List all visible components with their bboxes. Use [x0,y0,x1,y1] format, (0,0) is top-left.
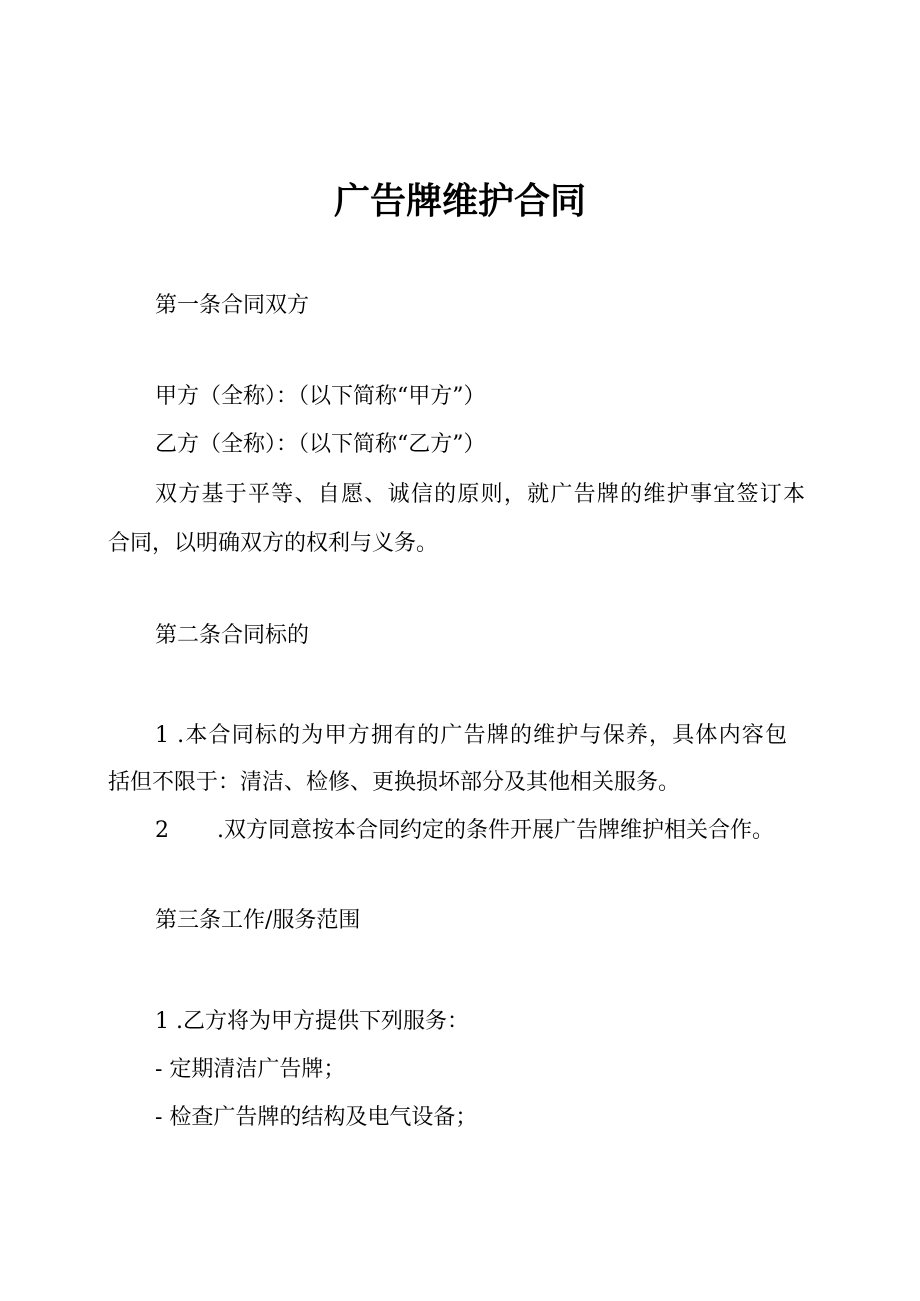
section-2-item-1-line-1: 1 .本合同标的为甲方拥有的广告牌的维护与保养，具体内容包 [155,723,787,748]
section-2-item-2-number: 2 [155,818,169,843]
section-3-heading: 第三条工作/服务范围 [155,908,361,933]
section-2-heading: 第二条合同标的 [155,623,310,648]
section-3-bullet-1: - 定期清洁广告牌； [155,1057,346,1082]
section-1-heading: 第一条合同双方 [155,293,310,318]
section-1-intro-line-2: 合同，以明确双方的权利与义务。 [108,531,439,556]
section-2-item-2-text: .双方同意按本合同约定的条件开展广告牌维护相关合作。 [217,818,774,843]
section-1-intro-line-1: 双方基于平等、自愿、诚信的原则，就广告牌的维护事宜签订本 [155,482,805,507]
section-2-item-2 [155,815,774,847]
section-2-item-1-line-2: 括但不限于：清洁、检修、更换损坏部分及其他相关服务。 [108,770,681,795]
section-3-bullet-2: - 检查广告牌的结构及电气设备； [155,1105,478,1130]
section-3-item-1: 1 .乙方将为甲方提供下列服务： [155,1009,469,1034]
party-a-line: 甲方（全称）：（以下简称“甲方”） [155,384,486,409]
party-b-line: 乙方（全称）：（以下简称“乙方”） [155,432,486,457]
document-title: 广告牌维护合同 [333,181,586,222]
